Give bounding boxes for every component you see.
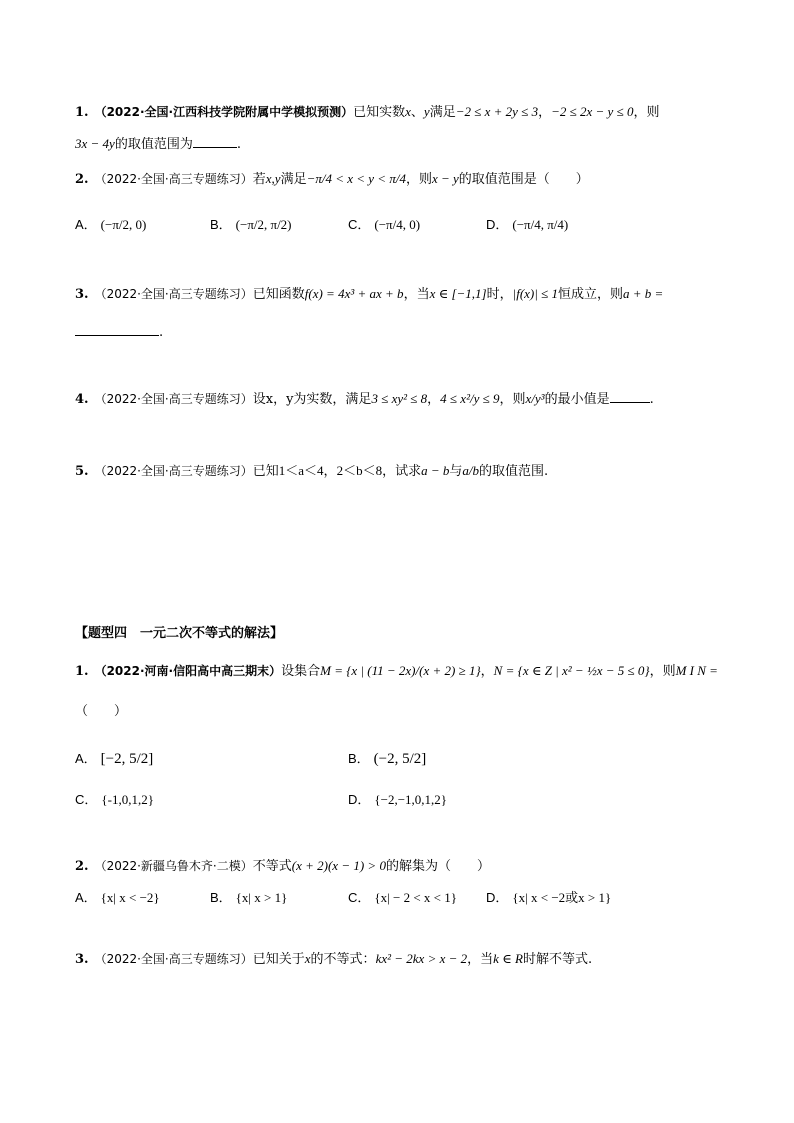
question-text: ，当 [467, 952, 494, 967]
option-label: C． [348, 890, 371, 905]
set-m: M = {x | (11 − 2x)/(x + 2) ≥ 1} [320, 663, 481, 678]
question-text: 的不等式： [310, 952, 376, 967]
expression-1: a − b [421, 463, 450, 478]
option-label: C． [348, 217, 371, 232]
option-d[interactable] [486, 214, 568, 233]
question-source: （2022·全国·高三专题练习） [94, 392, 253, 406]
comma: ， [480, 664, 494, 679]
question-text: 若 [252, 172, 266, 187]
comma: ， [323, 464, 337, 479]
question-4-line-1 [75, 390, 654, 409]
question-number: 1. [75, 664, 89, 679]
comma: ， [427, 392, 441, 407]
option-b[interactable] [348, 748, 426, 768]
option-label: D． [486, 217, 509, 232]
question-text: 已知实数 [353, 105, 406, 120]
question-1-line-2 [75, 135, 241, 154]
condition-1: 1＜a＜4 [278, 463, 324, 478]
period: . [159, 325, 164, 340]
option-value: (−π/4, 0) [374, 217, 421, 232]
condition-1: −2 ≤ x + 2y ≤ 3 [455, 104, 539, 119]
option-c[interactable] [348, 214, 420, 233]
question-text: 不等式 [252, 859, 292, 874]
question-1-line-1 [75, 103, 659, 122]
option-label: B． [348, 751, 370, 766]
option-label: B． [210, 217, 232, 232]
variables: x,y [265, 171, 281, 186]
option-label: A． [75, 751, 97, 766]
question-number: 5. [75, 464, 89, 479]
question-source: （2022·全国·高三专题练习） [94, 172, 253, 186]
option-c[interactable] [348, 887, 457, 906]
question-text: ，当 [403, 287, 430, 302]
option-a[interactable] [75, 887, 160, 906]
option-c[interactable] [75, 789, 154, 808]
set-n: N = {x ∈ Z | x² − ½x − 5 ≤ 0} [493, 663, 650, 678]
option-a[interactable] [75, 748, 153, 768]
question-text: ，则 [649, 664, 676, 679]
question-2-line-1 [75, 170, 589, 189]
question-number: 2. [75, 859, 89, 874]
option-value: {x| − 2 < x < 1} [374, 890, 457, 905]
option-b[interactable] [210, 887, 287, 906]
condition: k ∈ R [493, 951, 523, 966]
period: . [649, 392, 654, 407]
question-text: 满足 [429, 105, 456, 120]
condition-2: −2 ≤ 2x − y ≤ 0 [551, 104, 634, 119]
option-value: {−2,−1,0,1,2} [374, 792, 448, 807]
option-value: (−π/4, π/4) [512, 217, 569, 232]
question-text: 满足 [280, 172, 307, 187]
question-3-line-1 [75, 285, 663, 304]
variable-x: x [304, 951, 311, 966]
question-text: 的取值范围. [479, 464, 549, 479]
inequality: kx² − 2kx > x − 2 [375, 951, 468, 966]
question-text: 的取值范围是（ ） [458, 172, 589, 187]
period: . [236, 137, 241, 152]
question-number: 1. [75, 105, 89, 120]
function: f(x) = 4x³ + ax + b [304, 286, 404, 301]
section-heading: 【题型四 一元二次不等式的解法】 [75, 626, 284, 641]
p2-question-3-line-1 [75, 950, 592, 969]
question-3-line-2 [75, 323, 163, 342]
option-value: {-1,0,1,2} [101, 792, 154, 807]
target-expression: M I N = [675, 663, 718, 678]
p2-question-1-line-2 [75, 703, 127, 721]
option-value: {x| x < −2} [100, 890, 160, 905]
option-b[interactable] [210, 214, 292, 233]
section-title [75, 625, 283, 643]
separator: 、 [410, 105, 424, 120]
question-text: 时解不等式. [523, 952, 593, 967]
condition-2: 4 ≤ x²/y ≤ 9 [440, 391, 500, 406]
option-value: (−2, 5/2] [373, 751, 427, 767]
question-text: 的最小值是 [544, 392, 610, 407]
inequality: |f(x)| ≤ 1 [512, 286, 558, 301]
answer-parentheses: （ ） [75, 704, 128, 719]
question-source: （2022·全国·江西科技学院附属中学模拟预测） [94, 105, 354, 119]
question-text: 的解集为（ ） [385, 859, 490, 874]
question-text: 设集合 [281, 664, 321, 679]
option-label: D． [348, 792, 371, 807]
question-source: （2022·全国·高三专题练习） [94, 952, 253, 966]
condition-2: 2＜b＜8 [336, 463, 383, 478]
question-text: 已知关于 [252, 952, 305, 967]
comma: ， [538, 105, 552, 120]
target-expression: 3x − 4y [75, 136, 115, 151]
option-label: A． [75, 890, 97, 905]
option-label: A． [75, 217, 97, 232]
question-text: ，试求 [382, 464, 422, 479]
question-text: 恒成立，则 [557, 287, 623, 302]
option-d[interactable] [486, 887, 611, 906]
question-text: 已知 [252, 464, 279, 479]
option-label: D． [486, 890, 509, 905]
question-number: 3. [75, 952, 89, 967]
question-number: 2. [75, 172, 89, 187]
option-value: (−π/2, π/2) [235, 217, 292, 232]
question-text: ，则 [499, 392, 526, 407]
question-5-line-1 [75, 462, 548, 481]
option-label: C． [75, 792, 98, 807]
question-source: （2022·新疆乌鲁木齐·二模） [94, 859, 253, 873]
option-value: [−2, 5/2] [100, 751, 154, 767]
option-a[interactable] [75, 214, 146, 233]
target-expression: a + b = [622, 286, 664, 301]
answer-blank[interactable] [193, 135, 237, 148]
option-value: {x| x < −2或x > 1} [512, 890, 612, 905]
question-number: 3. [75, 287, 89, 302]
question-text: ，则 [405, 172, 432, 187]
p2-question-2-line-1 [75, 857, 490, 876]
question-text: ，则 [633, 105, 660, 120]
question-text: 与 [449, 464, 463, 479]
option-label: B． [210, 890, 232, 905]
question-number: 4. [75, 392, 89, 407]
variable-y: y [423, 104, 430, 119]
question-text: 时， [486, 287, 513, 302]
condition-1: 3 ≤ xy² ≤ 8 [371, 391, 428, 406]
question-source: （2022·河南·信阳高中高三期末） [94, 664, 282, 678]
question-text: 设x，y为实数，满足 [252, 392, 372, 407]
question-source: （2022·全国·高三专题练习） [94, 464, 253, 478]
option-value: {x| x > 1} [235, 890, 288, 905]
p2-question-1-line-1 [75, 662, 718, 681]
question-source: （2022·全国·高三专题练习） [94, 287, 253, 301]
condition: −π/4 < x < y < π/4 [306, 171, 406, 186]
inequality: (x + 2)(x − 1) > 0 [291, 858, 386, 873]
expression-2: a/b [462, 463, 480, 478]
target-expression: x/y³ [525, 391, 545, 406]
target-expression: x − y [431, 171, 459, 186]
option-value: (−π/2, 0) [100, 217, 147, 232]
domain-condition: x ∈ [−1,1] [429, 286, 487, 301]
question-text: 的取值范围为 [114, 137, 193, 152]
answer-blank[interactable] [610, 390, 650, 403]
question-text: 已知函数 [252, 287, 305, 302]
variable-x: x [405, 104, 411, 119]
answer-blank[interactable] [75, 323, 159, 336]
option-d[interactable] [348, 789, 447, 808]
